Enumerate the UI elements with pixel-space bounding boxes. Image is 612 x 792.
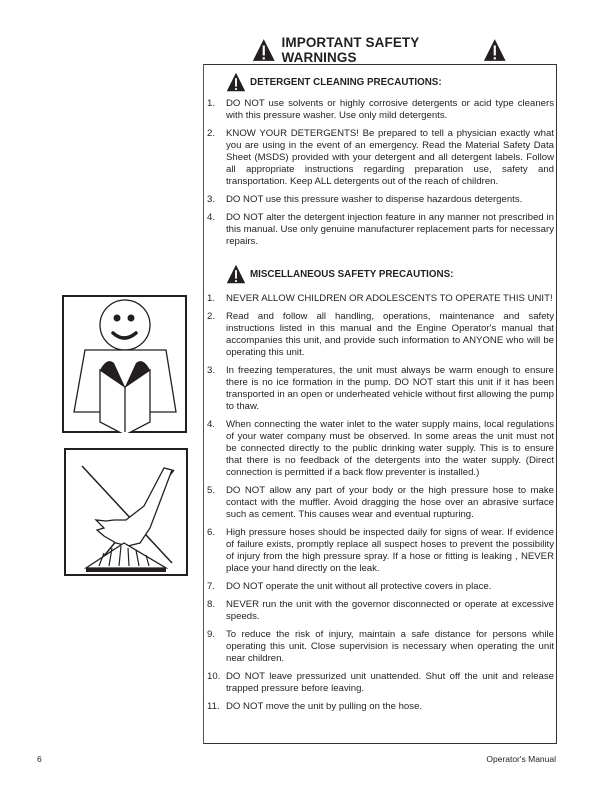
item-number: 1.: [207, 293, 216, 304]
item-text: High pressure hoses should be inspected daily for signs of wear. If evidence of failure exists, promptly replace all suspect hoses to prevent the possibility of injury from the high pressure spray. If a hose or fitting is leaking , NEVER place your hand directly on the leak.: [226, 527, 554, 574]
list-item: [207, 212, 554, 248]
item-number: 3.: [207, 365, 216, 376]
warning-icon: [252, 37, 276, 63]
list-item: [207, 128, 554, 188]
item-text: To reduce the risk of injury, maintain a safe distance for persons while operating this unit. Close supervision is necessary when operating the unit near children.: [226, 629, 554, 664]
item-text: KNOW YOUR DETERGENTS! Be prepared to tell a physician exactly what you are using in the event of an emergency. Read the Material Safety Data Sheet (MSDS) provided with your detergent and all detergent labels. Follow all appropriate instructions regarding preparation use, safety and transportation. Keep ALL detergents out of the reach of children.: [226, 128, 554, 187]
misc-heading: MISCELLANEOUS SAFETY PRECAUTIONS:: [226, 264, 453, 284]
item-number: 7.: [207, 581, 216, 592]
item-number: 4.: [207, 212, 216, 223]
detergent-list: [207, 98, 554, 254]
item-text: DO NOT alter the detergent injection feature in any manner not prescribed in this manual. Use only genuine manufacturer replacement parts for necessary repairs.: [226, 212, 554, 247]
item-text: DO NOT allow any part of your body or the high pressure hose to make contact with the muffler. Avoid dragging the hose over an abrasive surface such as cement. This causes wear and eventual rupturing.: [226, 485, 554, 520]
page-title: [252, 36, 507, 64]
item-text: DO NOT operate the unit without all protective covers in place.: [226, 581, 492, 592]
warning-icon: [226, 72, 246, 92]
list-item: [207, 311, 554, 359]
list-item: [207, 365, 554, 413]
title-text: IMPORTANT SAFETY WARNINGS: [281, 35, 420, 65]
item-number: 2.: [207, 128, 216, 139]
item-text: DO NOT leave pressurized unit unattended. Shut off the unit and release trapped pressure before leaving.: [226, 671, 554, 694]
item-number: 9.: [207, 629, 216, 640]
item-number: 2.: [207, 311, 216, 322]
warning-icon: [483, 37, 507, 63]
list-item: [207, 599, 554, 623]
misc-list: [207, 293, 554, 719]
list-item: [207, 701, 554, 713]
page-number: 6: [37, 754, 42, 764]
item-number: 5.: [207, 485, 216, 496]
item-number: 4.: [207, 419, 216, 430]
warning-icon: [226, 264, 246, 284]
list-item: [207, 671, 554, 695]
item-number: 3.: [207, 194, 216, 205]
item-text: Read and follow all handling, operations, maintenance and safety instructions listed in this manual and the Engine Operator's manual that accompanies this unit, and provide such information to ANYONE who will be operating this unit.: [226, 311, 554, 358]
item-number: 1.: [207, 98, 216, 109]
item-text: NEVER ALLOW CHILDREN OR ADOLESCENTS TO OPERATE THIS UNIT!: [226, 293, 553, 304]
item-text: DO NOT use this pressure washer to dispense hazardous detergents.: [226, 194, 523, 205]
item-text: When connecting the water inlet to the water supply mains, local regulations of your water company must be observed. In some areas the unit must not be connected directly to the public drinking water supply. This is to ensure that there is no feedback of the detergents into the water supply. (Direct connection is permitted if a back flow preventer is installed.): [226, 419, 554, 478]
list-item: [207, 419, 554, 479]
item-number: 10.: [207, 671, 221, 682]
item-number: 8.: [207, 599, 216, 610]
list-item: [207, 581, 554, 593]
list-item: [207, 194, 554, 206]
read-manual-pictogram: [62, 295, 187, 433]
item-text: In freezing temperatures, the unit must always be warm enough to ensure there is no ice formation in the pump. DO NOT start this unit if it has been transported in an open or underheated vehicle without first allowing the pump to thaw.: [226, 365, 554, 412]
list-item: [207, 527, 554, 575]
footer-label: Operator's Manual: [486, 754, 556, 764]
item-text: DO NOT move the unit by pulling on the hose.: [226, 701, 423, 712]
detergent-heading: DETERGENT CLEANING PRECAUTIONS:: [226, 72, 442, 92]
no-hand-heat-pictogram: [64, 448, 188, 576]
item-text: NEVER run the unit with the governor disconnected or operate at excessive speeds.: [226, 599, 554, 622]
item-number: 6.: [207, 527, 216, 538]
list-item: [207, 98, 554, 122]
list-item: [207, 629, 554, 665]
item-text: DO NOT use solvents or highly corrosive detergents or acid type cleaners with this pressure washer. Use only mild detergents.: [226, 98, 554, 121]
list-item: [207, 485, 554, 521]
item-number: 11.: [207, 701, 220, 712]
list-item: [207, 293, 554, 305]
